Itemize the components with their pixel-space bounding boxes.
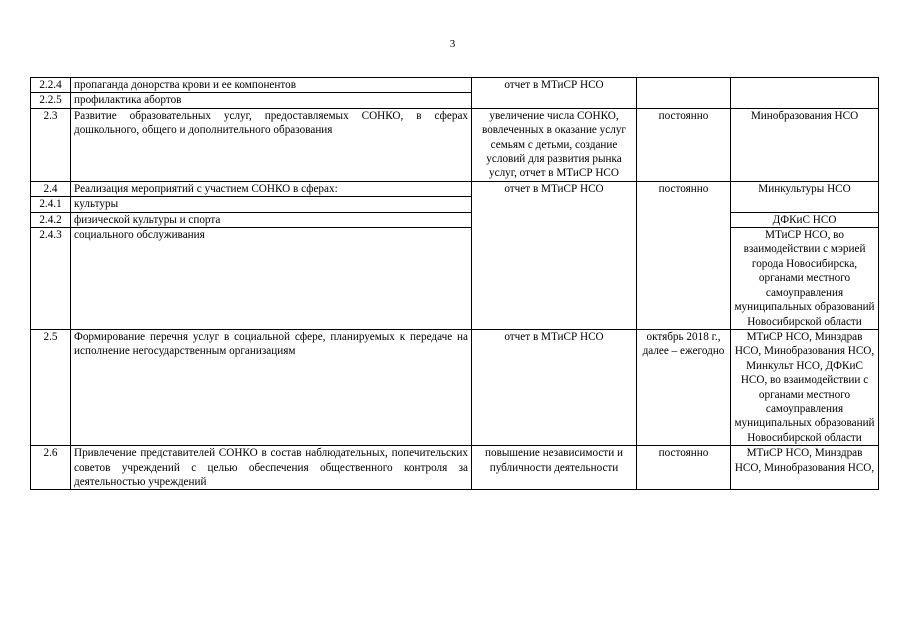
row-responsible: Минобразования НСО [731,108,879,181]
row-number: 2.6 [31,446,71,490]
row-number: 2.2.4 [31,78,71,93]
table-row [31,329,879,445]
table-row [31,181,879,196]
row-activity: пропаганда донорства крови и ее компонентов [71,78,472,93]
row-number: 2.4.3 [31,228,71,330]
row-result: отчет в МТиСР НСО [472,181,637,329]
row-term: постоянно [637,108,731,181]
table-row [31,228,879,330]
row-activity: социального обслуживания [71,228,472,330]
row-activity: Развитие образовательных услуг, предоставляемых СОНКО, в сферах дошкольного, общего и дополнительного образования [71,108,472,181]
row-result: отчет в МТиСР НСО [472,329,637,445]
row-number: 2.4 [31,181,71,196]
row-term [637,78,731,109]
row-responsible: МТиСР НСО, во взаимодействии с мэрией города Новосибирска, органами местного самоуправления муниципальных образований Новосибирской области [731,228,879,330]
row-activity: физической культуры и спорта [71,212,472,227]
row-number: 2.3 [31,108,71,181]
row-number: 2.2.5 [31,93,71,108]
row-term: октябрь 2018 г., далее – ежегодно [637,329,731,445]
row-responsible: МТиСР НСО, Минздрав НСО, Минобразования НСО, Минкульт НСО, ДФКиС НСО, во взаимодействии с органами местного самоуправления муниципальных образований Новосибирской области [731,329,879,445]
row-responsible: Минкультуры НСО [731,181,879,212]
table-row [31,108,879,181]
row-responsible: МТиСР НСО, Минздрав НСО, Минобразования НСО, [731,446,879,490]
table-row [31,212,879,227]
plan-table [30,77,879,490]
table-row [31,446,879,490]
row-result: повышение независимости и публичности деятельности [472,446,637,490]
row-term: постоянно [637,181,731,329]
table-row [31,78,879,93]
row-activity: профилактика абортов [71,93,472,108]
row-activity: Формирование перечня услуг в социальной сфере, планируемых к передаче на исполнение негосударственным организациям [71,329,472,445]
row-number: 2.4.2 [31,212,71,227]
row-responsible: ДФКиС НСО [731,212,879,227]
row-activity: культуры [71,197,472,212]
row-activity: Реализация мероприятий с участием СОНКО в сферах: [71,181,472,196]
row-term: постоянно [637,446,731,490]
row-result: увеличение числа СОНКО, вовлеченных в оказание услуг семьям с детьми, создание условий для развития рынка услуг, отчет в МТиСР НСО [472,108,637,181]
page-number: 3 [449,38,456,50]
row-responsible [731,78,879,109]
row-result: отчет в МТиСР НСО [472,78,637,109]
row-activity: Привлечение представителей СОНКО в состав наблюдательных, попечительских советов учреждений с целью обеспечения общественного контроля за деятельностью учреждений [71,446,472,490]
row-number: 2.5 [31,329,71,445]
row-number: 2.4.1 [31,197,71,212]
